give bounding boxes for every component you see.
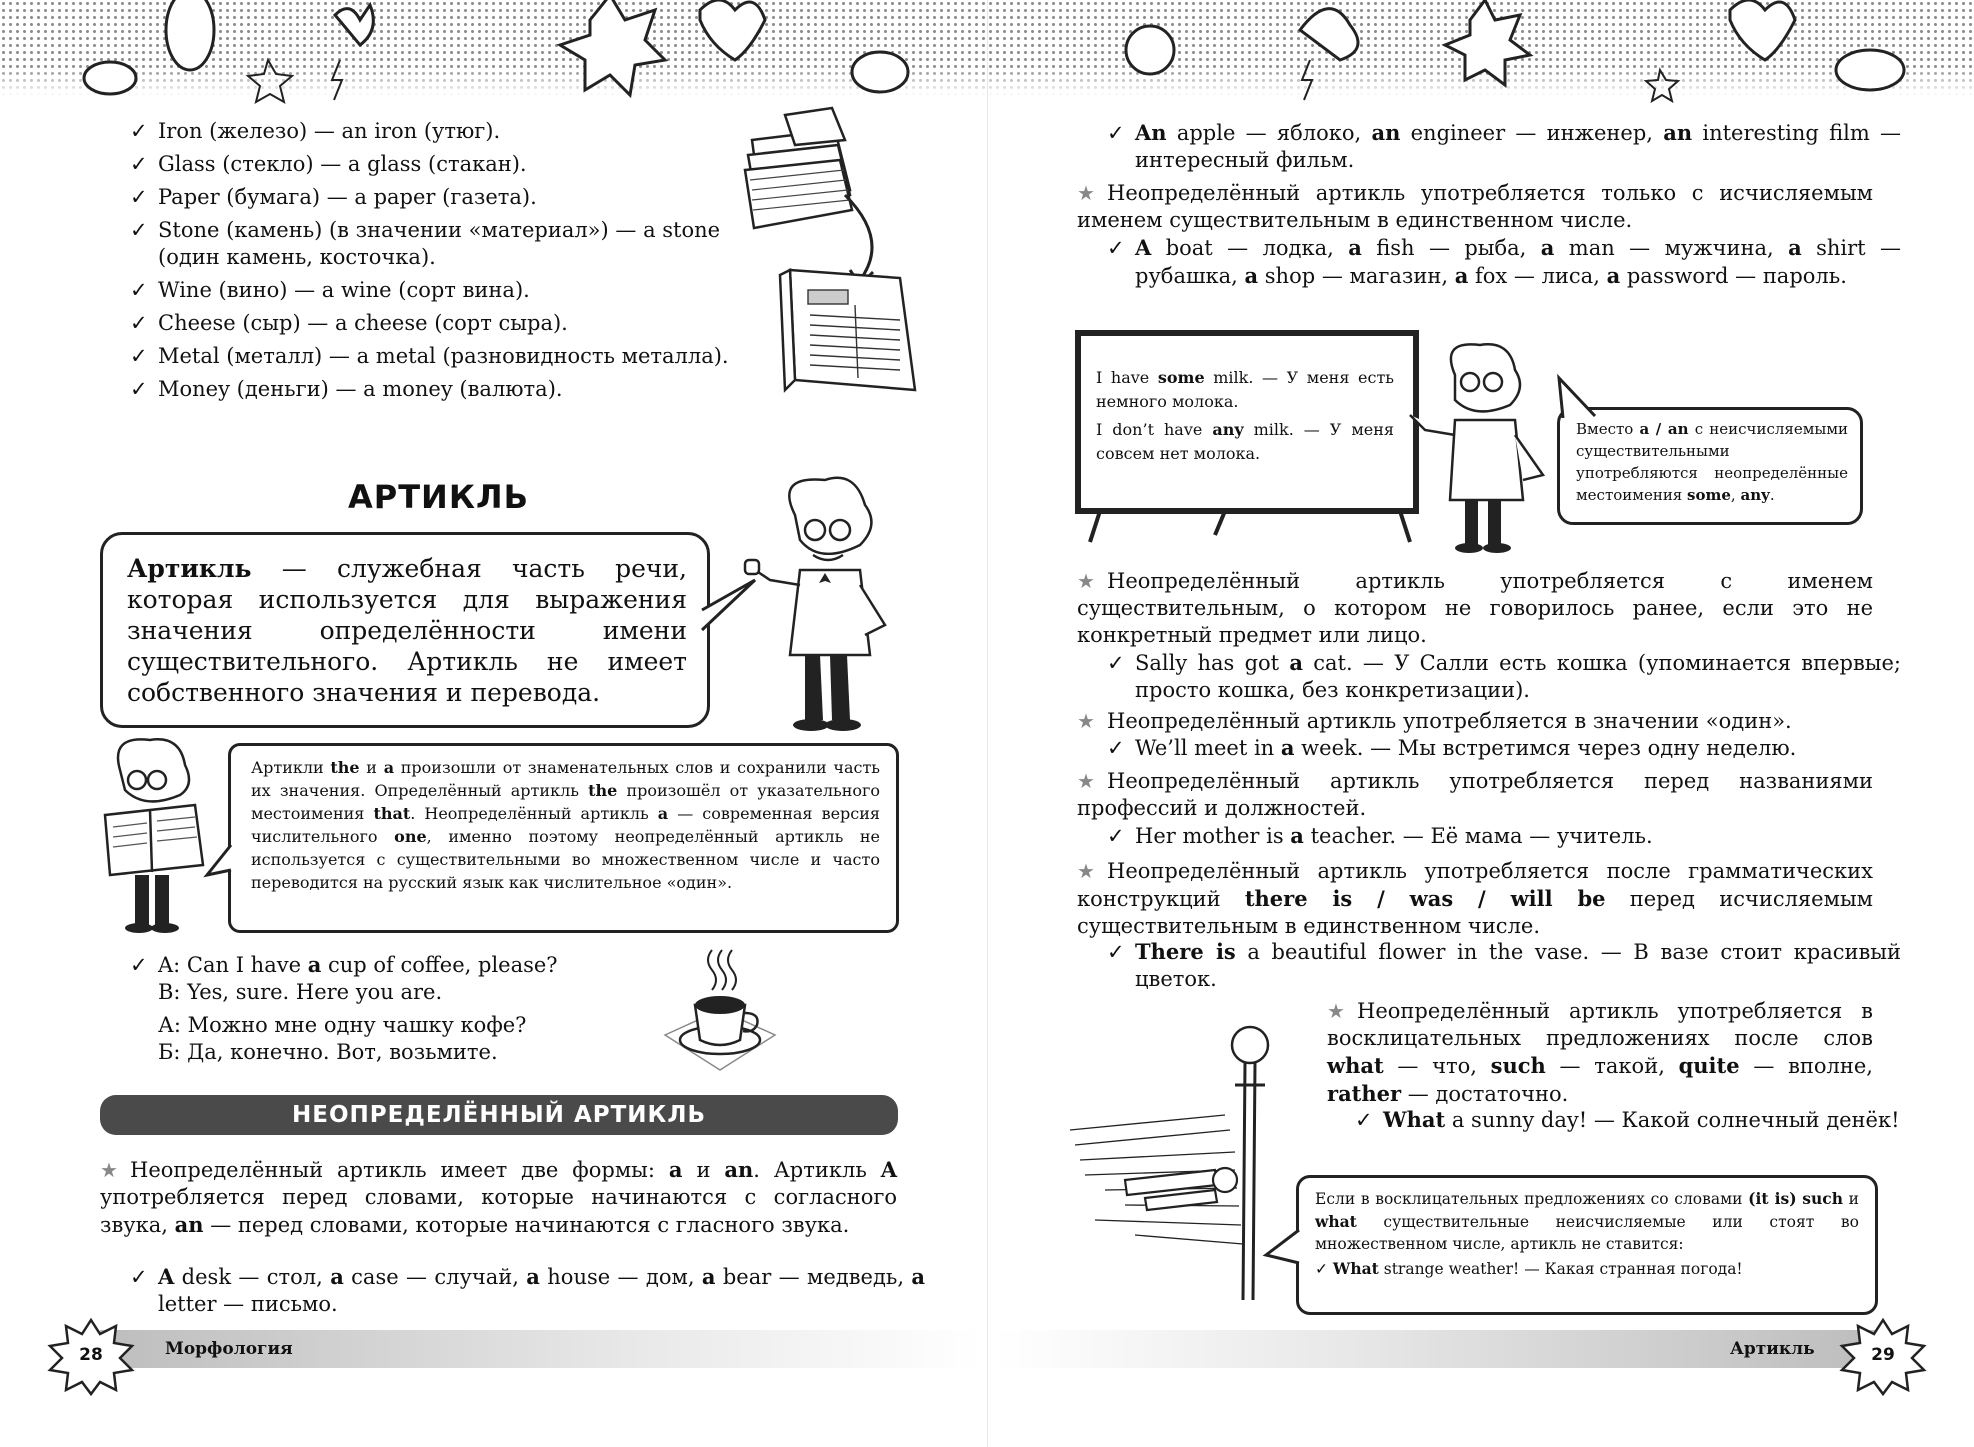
list-item: ✓ Paper (бумага) — a paper (газета). xyxy=(130,185,537,209)
list-item: ✓ Iron (железо) — an iron (утюг). xyxy=(130,119,501,143)
an-example: ✓ An apple — яблоко, an engineer — инженер, an interesting film — интересный фильм. xyxy=(1107,120,1902,172)
list-item: ✓ Wine (вино) — a wine (сорт вина). xyxy=(130,278,530,302)
dialogue-line: А: Можно мне одну чашку кофе? xyxy=(158,1013,527,1037)
check-icon: ✓ xyxy=(1107,651,1125,675)
check-icon: ✓ xyxy=(130,1265,148,1289)
check-icon: ✓ xyxy=(1107,736,1125,760)
professor-illustration xyxy=(1405,340,1555,555)
check-icon: ✓ xyxy=(130,311,148,335)
section-banner: НЕОПРЕДЕЛЁННЫЙ АРТИКЛЬ xyxy=(100,1095,898,1135)
section-title: АРТИКЛЬ xyxy=(348,478,529,516)
star-icon: ★ xyxy=(1077,569,1095,593)
check-icon: ✓ xyxy=(130,953,148,977)
check-icon: ✓ xyxy=(1315,1259,1333,1278)
star-icon: ★ xyxy=(1327,999,1345,1023)
check-icon: ✓ xyxy=(1107,121,1125,145)
definition-text: Артикль — служебная часть речи, которая используется для выражения значения определённости имени существительного. Артикль не имеет собственного значения и перевода. xyxy=(127,554,687,707)
list-item: ✓ Stone (камень) (в значении «материал») — a stone xyxy=(130,218,721,242)
whiteboard-text xyxy=(1096,366,1394,466)
bubble-text: Вместо a / an с неисчисляемыми существительными употребляются неопределённые местоимения some, any. xyxy=(1576,420,1848,504)
list-item: ✓ Metal (металл) — a metal (разновидность металла). xyxy=(130,344,729,368)
check-icon: ✓ xyxy=(1355,1108,1373,1132)
history-note-box xyxy=(228,743,899,933)
history-note-text: Артикли the и a произошли от знаменательных слов и сохранили часть их значения. Определённый артикль the произошёл от указательного местоимения that. Неопределённый артикль a — современная версия числительного one, именно поэтому неопределённый артикль не используется с существительными во множественном числе и часто переводится на русский язык как числительное «один». xyxy=(251,758,881,892)
check-icon: ✓ xyxy=(1107,824,1125,848)
page-number: 28 xyxy=(79,1345,103,1365)
dialogue-line: Б: Да, конечно. Вот, возьмите. xyxy=(158,1040,498,1064)
rule-2: ★ Неопределённый артикль употребляется с именем существительным, о котором не говорилось ранее, если это не конкретный предмет или лицо. xyxy=(1077,569,1873,647)
forms-paragraph: ★ Неопределённый артикль имеет две формы: a и an. Артикль A употребляется перед словами, которые начинаются с согласного звука, an — перед словами, которые начинаются с гласного звука. xyxy=(100,1157,897,1237)
list-item: ✓ Money (деньги) — a money (валюта). xyxy=(130,377,563,401)
newspaper-illustration xyxy=(740,100,950,410)
rule-3: ★ Неопределённый артикль употребляется в значении «один». xyxy=(1077,709,1792,733)
rule-4-example: ✓ Her mother is a teacher. — Её мама — учитель. xyxy=(1107,823,1653,848)
page-number: 29 xyxy=(1871,1345,1895,1365)
dialogue-line: B: Yes, sure. Here you are. xyxy=(158,980,443,1004)
rule-1-example: ✓ A boat — лодка, a fish — рыба, a man — мужчина, a shirt — рубашка, a shop — магазин, a fox — лиса, a password — пароль. xyxy=(1107,235,1902,288)
dialogue-line: ✓ A: Can I have a cup of coffee, please? xyxy=(130,952,558,977)
check-icon: ✓ xyxy=(130,185,148,209)
star-icon: ★ xyxy=(100,1158,118,1182)
rule-6-example: ✓ What a sunny day! — Какой солнечный денёк! xyxy=(1355,1107,1900,1132)
coffee-cup-illustration xyxy=(660,945,780,1075)
speech-tail xyxy=(1262,1225,1302,1270)
footer-section-label: Морфология xyxy=(165,1339,293,1359)
rule-3-example: ✓ We’ll meet in a week. — Мы встретимся через одну неделю. xyxy=(1107,735,1797,760)
definition-box xyxy=(100,532,710,728)
star-icon: ★ xyxy=(1077,181,1095,205)
professor-illustration xyxy=(735,475,905,735)
check-icon: ✓ xyxy=(130,218,148,242)
rule-2-example: ✓ Sally has got a cat. — У Салли есть кошка (упоминается впервые; просто кошка, без конкретизации). xyxy=(1107,650,1901,702)
forms-example: ✓ A desk — стол, a case — случай, a house — дом, a bear — медведь, a letter — письмо. xyxy=(130,1264,925,1316)
list-item: ✓ Glass (стекло) — a glass (стакан). xyxy=(130,152,527,176)
check-icon: ✓ xyxy=(130,119,148,143)
footer-section-label: Артикль xyxy=(1730,1339,1815,1359)
check-icon: ✓ xyxy=(1107,940,1125,964)
speech-tail xyxy=(1555,376,1605,421)
note-text: Если в восклицательных предложениях со словами (it is) such и what существительные неисчисляемые или стоят во множественном числе, артикль не ставится: xyxy=(1315,1189,1859,1253)
rule-5-example: ✓ There is a beautiful flower in the vase. — В вазе стоит красивый цветок. xyxy=(1107,939,1901,991)
star-icon: ★ xyxy=(1077,709,1095,733)
rule-4: ★ Неопределённый артикль употребляется перед названиями профессий и должностей. xyxy=(1077,769,1873,820)
check-icon: ✓ xyxy=(130,344,148,368)
board-line: I have some milk. — У меня есть немного молока. xyxy=(1096,368,1395,411)
note-box xyxy=(1296,1175,1878,1315)
dialogue xyxy=(130,951,670,1066)
rule-1: ★ Неопределённый артикль употребляется только с исчисляемым именем существительным в единственном числе. xyxy=(1077,181,1873,232)
board-line: I don’t have any milk. — У меня совсем нет молока. xyxy=(1096,420,1395,463)
check-icon: ✓ xyxy=(130,278,148,302)
rule-6: ★ Неопределённый артикль употребляется в восклицательных предложениях после слов what — что, such — такой, quite — вполне, rather — достаточно. xyxy=(1327,999,1873,1106)
reading-professor-illustration xyxy=(95,735,235,935)
check-icon: ✓ xyxy=(130,152,148,176)
list-item: ✓ Cheese (сыр) — a cheese (сорт сыра). xyxy=(130,311,568,335)
speech-tail xyxy=(205,840,235,890)
speech-bubble xyxy=(1557,407,1863,525)
star-icon: ★ xyxy=(1077,769,1095,793)
material-list xyxy=(130,118,790,403)
list-item-continuation: (один камень, косточка). xyxy=(158,245,436,269)
star-icon: ★ xyxy=(1077,859,1095,883)
page-gutter xyxy=(987,0,988,1447)
check-icon: ✓ xyxy=(1107,236,1125,260)
check-icon: ✓ xyxy=(130,377,148,401)
note-example: ✓ What strange weather! — Какая странная погода! xyxy=(1315,1258,1743,1278)
rule-5: ★ Неопределённый артикль употребляется после грамматических конструкций there is / was / will be перед исчисляемым существительным в единственном числе. xyxy=(1077,859,1873,938)
